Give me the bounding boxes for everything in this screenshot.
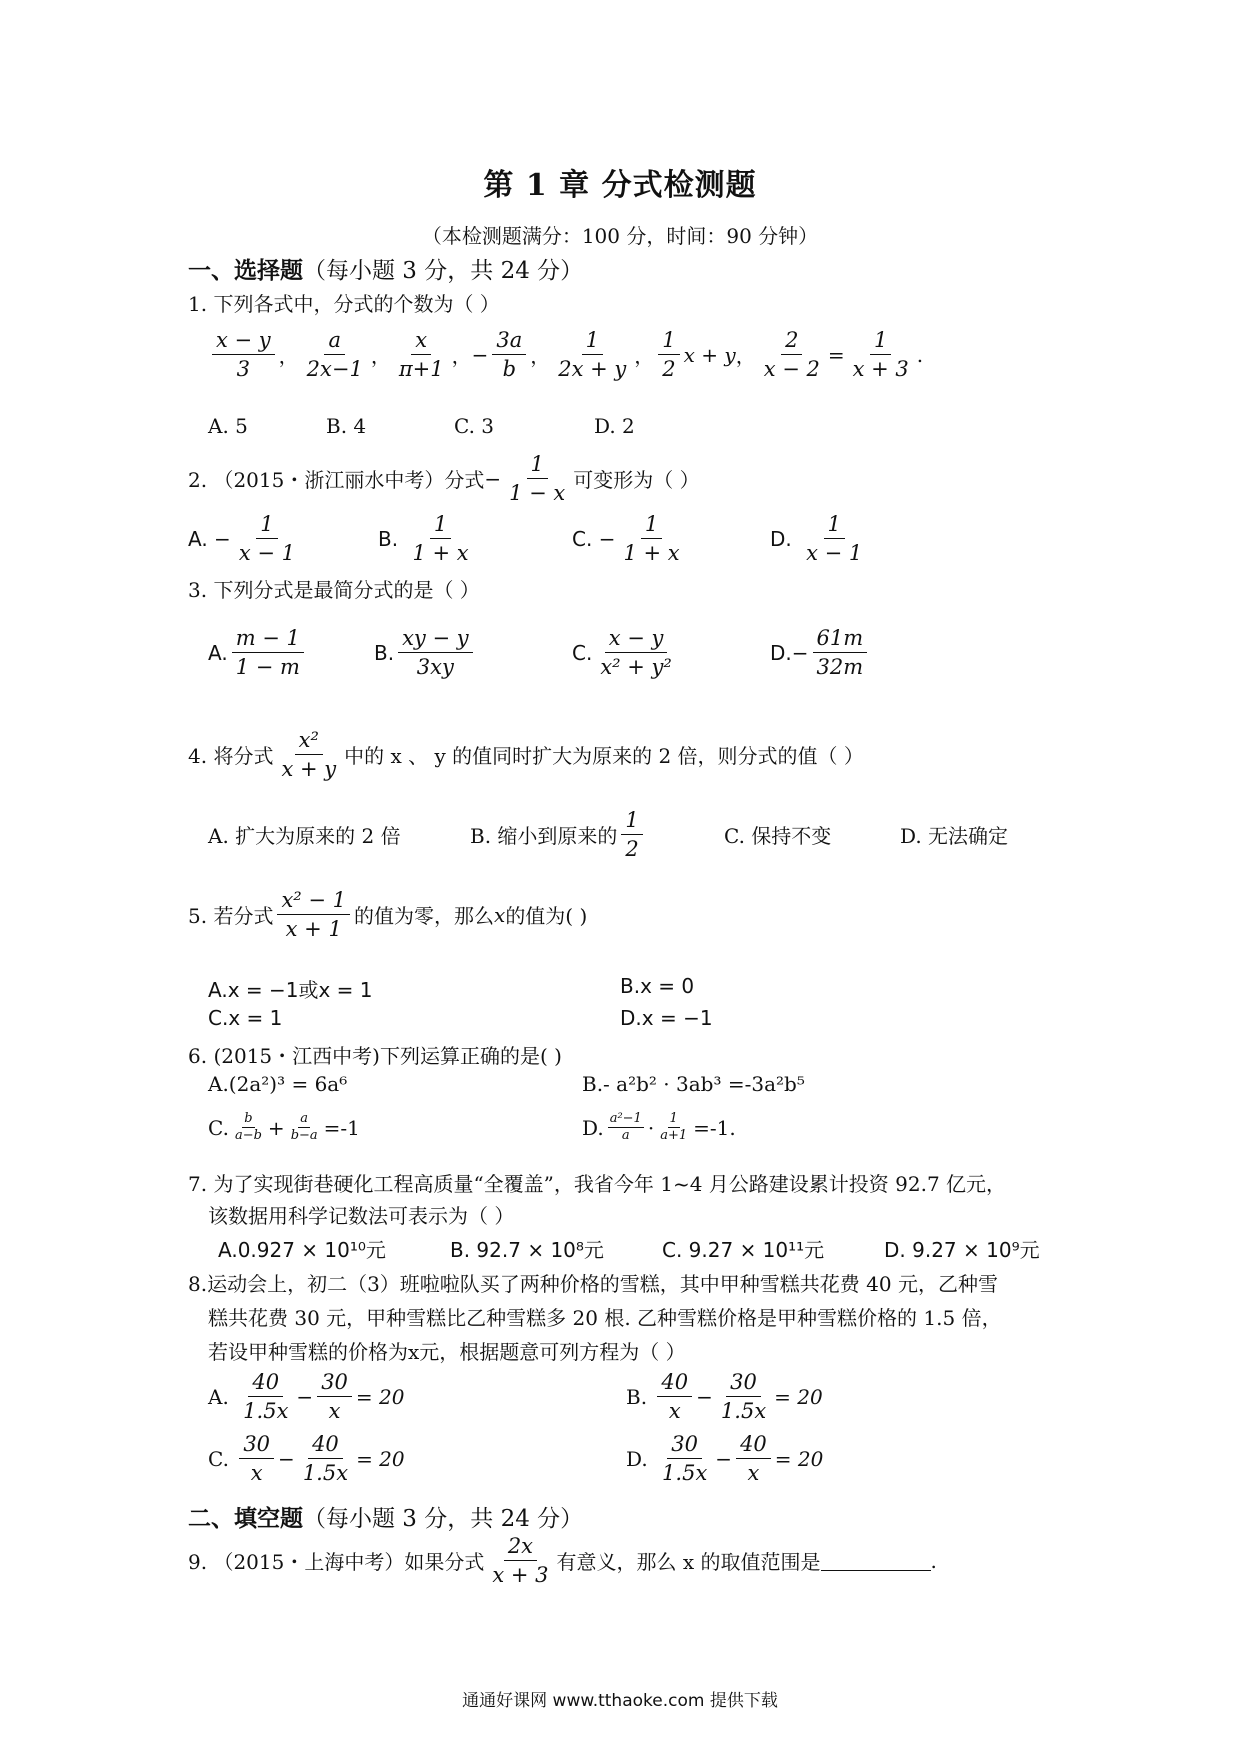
fraction: $\frac{1}{1 + x}$ (412, 512, 469, 566)
fraction: $\frac{xy - y}{3xy}$ (398, 626, 473, 679)
fraction: $\frac{x - y}{3}$ (212, 328, 275, 381)
fraction: $\frac{1}{2}$ (621, 808, 642, 861)
fraction: $\frac{40}{x}$ (736, 1432, 771, 1485)
fraction: $\frac{\text{x²}}{x + y}$ (281, 728, 337, 782)
fraction: $\frac{1}{x - 1}$ (806, 512, 863, 566)
question-7-line-1: 7. 为了实现街巷硬化工程高质量“全覆盖”，我省今年 1~4 月公路建设累计投资 92.7 亿元， (188, 1172, 1007, 1196)
fraction: $\frac{3a}{b}$ (492, 328, 526, 381)
fraction: $\frac{m - 1}{1 - m}$ (232, 626, 304, 679)
fraction: $\frac{40}{1.5x}$ (302, 1432, 349, 1486)
fraction: $\frac{30}{1.5x}$ (720, 1370, 767, 1424)
section-title: 二、填空题 (188, 1505, 303, 1532)
fraction: $\frac{1}{x - 1}$ (238, 512, 295, 566)
question-7-option-c[interactable]: C. 9.27 × 10¹¹元 (662, 1238, 825, 1262)
question-5-option-b[interactable]: B.x = 0 (620, 974, 695, 998)
section-heading-choice (188, 252, 583, 285)
fraction: $\frac{30}{x}$ (317, 1370, 352, 1423)
question-8-line-3: 若设甲种雪糕的价格为x元，根据题意可列方程为（ ） (208, 1340, 686, 1364)
question-4-stem: 4. 将分式 $\frac{\text{x²}}{x + y}$ 中的 x 、 y 的值同时扩大为原来的 2 倍，则分式的值（ ） (188, 728, 864, 782)
question-6-option-a[interactable]: A.(2a²)³ = 6a⁶ (208, 1072, 348, 1096)
question-7-option-b[interactable]: B. 92.7 × 10⁸元 (450, 1238, 604, 1262)
fraction: $\frac{30}{x}$ (239, 1432, 274, 1485)
section-title: 一、选择题 (188, 257, 303, 284)
section-note: （每小题 3 分，共 24 分） (303, 258, 584, 284)
question-7-option-a[interactable]: A.0.927 × 10¹⁰元 (218, 1238, 386, 1262)
question-8-option-a[interactable]: A. $\frac{40}{1.5x}$ − $\frac{30}{x}$ = 20 (208, 1370, 405, 1424)
question-3-option-c[interactable]: C. $\frac{x - y}{\text{x² + y²}}$ (572, 626, 680, 679)
fraction: $\frac{x}{\pi+1}$ (398, 328, 444, 382)
section-heading-fill (188, 1500, 583, 1533)
question-3-option-a[interactable]: A. $\frac{m - 1}{1 - m}$ (208, 626, 308, 679)
question-1-option-d[interactable]: D. 2 (594, 414, 635, 438)
fraction: $\frac{61m}{32m}$ (813, 626, 868, 679)
fraction: $\frac{1}{x + 3}$ (852, 328, 909, 382)
question-1-option-a[interactable]: A. 5 (208, 414, 248, 438)
fraction: $\frac{a}{2x-1}$ (306, 328, 363, 382)
fraction: $\frac{\text{x² − 1}}{x + 1}$ (277, 888, 350, 941)
question-6-stem: 6. (2015・江西中考)下列运算正确的是( ) (188, 1044, 562, 1068)
question-8-option-d[interactable]: D. $\frac{30}{1.5x}$ − $\frac{40}{x}$ = 20 (626, 1432, 824, 1486)
fraction: $\frac{30}{1.5x}$ (662, 1432, 708, 1486)
page-title: 第 1 章 分式检测题 (483, 168, 757, 203)
question-4-option-d[interactable]: D. 无法确定 (900, 824, 1009, 848)
question-6-option-c[interactable]: C. $\frac{b}{a-b}$ + $\frac{a}{b-a}$ =-1 (208, 1111, 360, 1144)
question-6-option-d[interactable]: D. $\frac{\text{a²−1}}{a}$ · $\frac{1}{a+1}$ =-1. (582, 1111, 736, 1144)
question-6-option-b[interactable]: B.- a²b² · 3ab³ =-3a²b⁵ (582, 1072, 805, 1096)
question-3-option-b[interactable]: B. $\frac{xy - y}{3xy}$ (374, 626, 477, 679)
question-2-stem: 2. （2015・浙江丽水中考）分式 − $\frac{1}{1 - x}$ 可变形为（ ） (188, 452, 700, 506)
fraction: $\frac{2x}{x + 3}$ (492, 1534, 549, 1588)
fraction: $\frac{1}{2x + y}$ (558, 328, 627, 382)
question-8-line-2: 糕共花费 30 元，甲种雪糕比乙种雪糕多 20 根. 乙种雪糕价格是甲种雪糕价格的 1.5 倍， (208, 1306, 1002, 1330)
question-9-stem: 9. （2015・上海中考）如果分式 $\frac{2x}{x + 3}$ 有意义，那么 x 的取值范围是 . (188, 1534, 937, 1588)
question-8-option-c[interactable]: C. $\frac{30}{x}$ − $\frac{40}{1.5x}$ = 20 (208, 1432, 405, 1486)
question-8-line-1: 8.运动会上，初二（3）班啦啦队买了两种价格的雪糕，其中甲种雪糕共花费 40 元，乙种雪 (188, 1272, 998, 1296)
question-5-option-c[interactable]: C.x = 1 (208, 1006, 283, 1030)
fraction: $\frac{1}{1 - x}$ (509, 452, 566, 506)
question-4-option-a[interactable]: A. 扩大为原来的 2 倍 (208, 824, 401, 848)
question-5-stem: 5. 若分式 $\frac{\text{x² − 1}}{x + 1}$ 的值为零，那么 x 的值为( ) (188, 888, 588, 942)
fraction: $\frac{b}{a-b}$ (234, 1111, 262, 1144)
fraction: $\frac{1}{1 + x}$ (623, 512, 680, 566)
question-3-stem: 3. 下列分式是最简分式的是（ ） (188, 578, 480, 602)
question-2-option-a[interactable]: A. − $\frac{1}{x - 1}$ (188, 512, 303, 565)
question-3-option-d[interactable]: D. − $\frac{61m}{32m}$ (770, 626, 871, 679)
fraction: $\frac{40}{1.5x}$ (243, 1370, 289, 1424)
fraction: $\frac{\text{a²−1}}{a}$ (609, 1111, 642, 1144)
question-1-stem: 1. 下列各式中，分式的个数为（ ） (188, 292, 500, 316)
question-4-option-b[interactable]: B. 缩小到原来的 $\frac{1}{2}$ (470, 808, 647, 861)
question-8-option-b[interactable]: B. $\frac{40}{x}$ − $\frac{30}{1.5x}$ = 20 (626, 1370, 823, 1424)
question-5-option-d[interactable]: D.x = −1 (620, 1006, 713, 1030)
question-2-option-b[interactable]: B. $\frac{1}{1 + x}$ (378, 512, 477, 565)
question-2-option-d[interactable]: D. $\frac{1}{x - 1}$ (770, 512, 870, 565)
question-1-option-c[interactable]: C. 3 (454, 414, 495, 438)
question-1-expressions: $\frac{x - y}{3}$ ， $\frac{a}{2x-1}$ ， $\frac{x}{\pi+1}$ ， − $\frac{3a}{b}$ ， $\frac{1}{2x + y}$ ， $\frac{1}{2}$ x + y ， $\frac{2}{x - 2}$ = $\frac{1}{x + 3}$ . (208, 328, 923, 381)
answer-blank[interactable] (821, 1550, 931, 1571)
fraction: $\frac{1}{2}$ (658, 328, 679, 381)
question-5-option-a[interactable]: A.x = −1或x = 1 (208, 978, 373, 1002)
question-7-line-2: 该数据用科学记数法可表示为（ ） (208, 1204, 515, 1228)
fraction: $\frac{2}{x - 2}$ (763, 328, 820, 382)
page-footer: 通通好课网 www.tthaoke.com 提供下载 (462, 1691, 778, 1711)
fraction: $\frac{1}{a+1}$ (660, 1111, 688, 1144)
page-subtitle: （本检测题满分：100 分，时间：90 分钟） (421, 224, 819, 248)
fraction: $\frac{a}{b-a}$ (290, 1111, 318, 1144)
fraction: $\frac{40}{x}$ (657, 1370, 692, 1423)
question-2-option-c[interactable]: C. − $\frac{1}{1 + x}$ (572, 512, 688, 565)
question-7-option-d[interactable]: D. 9.27 × 10⁹元 (884, 1238, 1040, 1262)
question-1-option-b[interactable]: B. 4 (326, 414, 367, 438)
question-4-option-c[interactable]: C. 保持不变 (724, 824, 832, 848)
section-note: （每小题 3 分，共 24 分） (303, 1506, 584, 1532)
fraction: $\frac{x - y}{\text{x² + y²}}$ (600, 626, 672, 680)
